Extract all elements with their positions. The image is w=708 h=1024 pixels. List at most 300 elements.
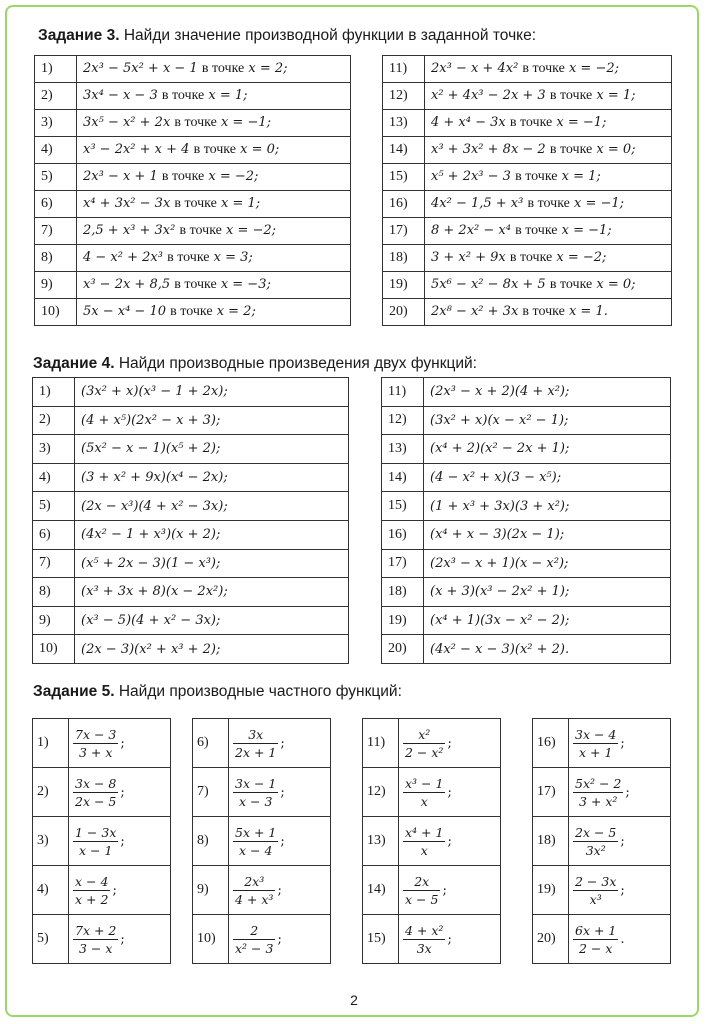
task-number: 15) [382, 492, 424, 521]
function-expression: x³ − 2x² + x + 4 [83, 142, 190, 157]
fraction-cell [569, 866, 671, 915]
task-number: 13) [383, 110, 425, 137]
table-row [35, 110, 351, 137]
fraction [403, 727, 445, 760]
table-row [33, 768, 171, 817]
table-row [193, 915, 331, 964]
task5-heading [33, 683, 402, 701]
table-row [35, 164, 351, 191]
point-word: в точке [161, 169, 205, 184]
fraction [233, 923, 275, 956]
fraction-numerator: 2 [233, 923, 275, 940]
table-row [33, 606, 349, 635]
fraction-numerator: x² [403, 727, 445, 744]
function-expression: 3x⁵ − x² + 2x [83, 115, 171, 130]
product-expression: (4x² − 1 + x³)(x + 2); [81, 527, 221, 543]
punctuation: ; [447, 735, 452, 751]
punctuation: ; [277, 931, 282, 947]
task-expression [425, 56, 672, 83]
task-number: 2) [35, 83, 77, 110]
task-number: 3) [33, 817, 69, 866]
fraction-denominator: 3x² [585, 842, 606, 858]
product-expression: (x⁵ + 2x − 3)(1 − x³); [81, 555, 221, 571]
table-row [382, 635, 671, 664]
task-number: 16) [382, 520, 424, 549]
task-expression [77, 110, 351, 137]
table-row [382, 378, 671, 407]
task-expression [425, 191, 672, 218]
product-expression: (3 + x² + 9x)(x⁴ − 2x); [81, 470, 228, 486]
table-row [33, 435, 349, 464]
table-row [383, 110, 672, 137]
function-expression: 2x³ − x + 1 [83, 169, 158, 184]
task-number: 5) [35, 164, 77, 191]
fraction-denominator: x − 5 [405, 891, 439, 907]
fraction-cell [569, 817, 671, 866]
function-expression: x⁴ + 3x² − 3x [83, 196, 171, 211]
point-value: x = 1; [208, 88, 248, 103]
fraction [73, 874, 110, 907]
fraction-denominator: x − 3 [238, 793, 273, 809]
fraction-denominator: 3 − x [78, 940, 113, 956]
product-expression: (4 − x² + x)(3 − x⁵); [430, 470, 562, 486]
punctuation: ; [120, 735, 125, 751]
task-number: 18) [383, 245, 425, 272]
fraction-numerator: 5x² − 2 [575, 775, 622, 791]
table-row [383, 245, 672, 272]
fraction-numerator: 6x + 1 [575, 922, 617, 938]
task-number: 17) [382, 549, 424, 578]
table-row [533, 866, 671, 915]
task-number: 1) [35, 56, 77, 83]
task-expression [424, 578, 671, 607]
function-expression: 4 + x⁴ − 3x [431, 115, 506, 130]
fraction [233, 776, 278, 809]
table-row [382, 435, 671, 464]
task-number: 1) [33, 719, 69, 768]
task-number: 10) [193, 915, 229, 964]
function-expression: 5x⁶ − x² − 8x + 5 [431, 277, 546, 292]
task-expression [77, 56, 351, 83]
punctuation: ; [625, 784, 630, 800]
product-expression: (1 + x³ + 3x)(3 + x²); [430, 498, 570, 514]
task3-right-table [382, 55, 672, 326]
point-value: x = 1; [596, 88, 636, 103]
table-row [33, 635, 349, 664]
function-expression: 4 − x² + 2x³ [83, 250, 163, 265]
task3-left-table [34, 55, 351, 326]
task-expression [424, 606, 671, 635]
fraction-cell [69, 866, 171, 915]
fraction [573, 923, 618, 956]
punctuation: ; [447, 784, 452, 800]
task-number: 14) [383, 137, 425, 164]
fraction [233, 727, 278, 760]
fraction-denominator: 2 − x² [405, 744, 444, 760]
table-row [382, 406, 671, 435]
point-word: в точке [174, 196, 217, 211]
task-number: 12) [363, 768, 399, 817]
task-expression [75, 635, 349, 664]
product-expression: (5x² − x − 1)(x⁵ + 2); [81, 441, 221, 457]
task-expression [77, 164, 351, 191]
task-number: 5) [33, 492, 75, 521]
table-row [33, 549, 349, 578]
task-number: 11) [382, 378, 424, 407]
product-expression: (2x − 3)(x² + x³ + 2); [81, 641, 221, 657]
point-word: в точке [515, 223, 558, 238]
task-number: 10) [35, 299, 77, 326]
table-row [193, 817, 331, 866]
fraction-cell [399, 768, 501, 817]
fraction-cell [229, 768, 331, 817]
table-row [193, 719, 331, 768]
task-number: 16) [533, 719, 569, 768]
table-row [382, 492, 671, 521]
task5-text: Найди производные частного функций: [118, 683, 402, 700]
table-row [35, 137, 351, 164]
punctuation: ; [280, 784, 285, 800]
punctuation: ; [277, 882, 282, 898]
task-number: 20) [383, 299, 425, 326]
task-number: 17) [383, 218, 425, 245]
table-row [33, 492, 349, 521]
fraction [73, 776, 118, 809]
task-number: 12) [382, 406, 424, 435]
task-expression [75, 406, 349, 435]
table-row [363, 719, 501, 768]
task5-label: Задание 5. [33, 683, 115, 700]
table-row [363, 817, 501, 866]
function-expression: 3 + x² + 9x [431, 250, 506, 265]
fraction-numerator: 3x − 8 [75, 775, 117, 791]
task-number: 9) [35, 272, 77, 299]
task-expression [425, 110, 672, 137]
task-number: 4) [35, 137, 77, 164]
task-expression [75, 492, 349, 521]
fraction-denominator: 3x [416, 940, 432, 956]
fraction [403, 874, 440, 907]
function-expression: 5x − x⁴ − 10 [83, 304, 167, 319]
function-expression: 2,5 + x³ + 3x² [83, 223, 176, 238]
punctuation: ; [280, 735, 285, 751]
task-number: 8) [33, 578, 75, 607]
punctuation: ; [280, 833, 285, 849]
table-row [533, 817, 671, 866]
fraction [403, 776, 445, 809]
point-value: x = −2; [568, 61, 619, 76]
table-row [35, 83, 351, 110]
fraction-numerator: 7x − 3 [75, 726, 117, 742]
punctuation: . [620, 931, 625, 947]
task-number: 6) [193, 719, 229, 768]
fraction [573, 727, 618, 760]
punctuation: ; [447, 931, 452, 947]
task-number: 3) [33, 435, 75, 464]
fraction-numerator: 2x³ [233, 874, 275, 891]
task-number: 14) [363, 866, 399, 915]
task-expression [75, 549, 349, 578]
fraction-cell [229, 866, 331, 915]
fraction-cell [69, 768, 171, 817]
table-row [533, 719, 671, 768]
task-expression [425, 245, 672, 272]
punctuation: ; [620, 735, 625, 751]
task-expression [424, 635, 671, 664]
fraction [233, 825, 278, 858]
task-expression [425, 299, 672, 326]
fraction-denominator: 4 + x³ [235, 891, 274, 907]
fraction-denominator: 2x − 5 [75, 793, 117, 809]
punctuation: ; [442, 882, 447, 898]
task-expression [75, 606, 349, 635]
fraction-cell [569, 915, 671, 964]
task-expression [424, 406, 671, 435]
table-row [35, 191, 351, 218]
fraction-cell [399, 817, 501, 866]
point-value: x = 0; [596, 142, 636, 157]
task-expression [75, 578, 349, 607]
point-value: x = −1; [561, 223, 612, 238]
table-row [382, 606, 671, 635]
table-row [383, 164, 672, 191]
point-word: в точке [201, 61, 245, 76]
point-word: в точке [527, 196, 570, 211]
point-value: x = −2; [556, 250, 607, 265]
task-expression [77, 218, 351, 245]
fraction-cell [229, 915, 331, 964]
point-word: в точке [549, 142, 593, 157]
point-word: в точке [167, 250, 210, 265]
point-value: x = −2; [226, 223, 277, 238]
task-expression [75, 520, 349, 549]
table-row [35, 299, 351, 326]
task-number: 13) [363, 817, 399, 866]
point-value: x = 3; [213, 250, 253, 265]
task-expression [424, 378, 671, 407]
product-expression: (4x² − x − 3)(x² + 2). [430, 641, 570, 657]
table-row [382, 578, 671, 607]
task-number: 4) [33, 463, 75, 492]
task-expression [424, 463, 671, 492]
table-row [363, 768, 501, 817]
punctuation: ; [112, 882, 117, 898]
point-value: x = 0; [240, 142, 280, 157]
product-expression: (x⁴ + x − 3)(2x − 1); [430, 527, 565, 543]
task-number: 7) [35, 218, 77, 245]
table-row [33, 378, 349, 407]
fraction-numerator: x³ − 1 [405, 775, 444, 791]
fraction-numerator: 3x − 4 [575, 726, 617, 742]
point-word: в точке [161, 88, 205, 103]
task-expression [77, 299, 351, 326]
fraction-cell [569, 719, 671, 768]
function-expression: 8 + 2x² − x⁴ [431, 223, 511, 238]
fraction-cell [69, 817, 171, 866]
task3-text: Найди значение производной функции в заданной точке: [123, 27, 537, 44]
punctuation: ; [447, 833, 452, 849]
fraction [573, 825, 618, 858]
task-number: 9) [33, 606, 75, 635]
task4-right-table [381, 377, 671, 664]
table-row [383, 272, 672, 299]
task-expression [425, 83, 672, 110]
fraction-numerator: 3x − 1 [235, 775, 277, 791]
product-expression: (2x − x³)(4 + x² − 3x); [81, 498, 228, 514]
table-row [363, 915, 501, 964]
task-expression [424, 520, 671, 549]
task-number: 19) [382, 606, 424, 635]
function-expression: 2x³ − 5x² + x − 1 [83, 61, 198, 76]
task-number: 13) [382, 435, 424, 464]
fraction-cell [399, 866, 501, 915]
product-expression: (x⁴ + 2)(x² − 2x + 1); [430, 441, 570, 457]
table-row [193, 768, 331, 817]
table-row [383, 83, 672, 110]
fraction-numerator: 2 − 3x [575, 873, 617, 889]
table-row [382, 463, 671, 492]
task-number: 2) [33, 406, 75, 435]
point-value: x = 1; [220, 196, 261, 211]
point-word: в точке [174, 277, 217, 292]
table-row [383, 56, 672, 83]
table-row [33, 578, 349, 607]
table-row [383, 299, 672, 326]
task5-col4-table [532, 718, 671, 964]
punctuation: ; [120, 784, 125, 800]
task-expression [75, 378, 349, 407]
task4-label: Задание 4. [33, 355, 115, 372]
table-row [33, 719, 171, 768]
point-value: x = 0; [596, 277, 636, 292]
fraction-numerator: 3x [233, 727, 278, 744]
task-number: 7) [33, 549, 75, 578]
point-word: в точке [522, 304, 565, 319]
function-expression: 2x³ − x + 4x² [431, 61, 519, 76]
task-number: 19) [383, 272, 425, 299]
function-expression: x³ − 2x + 8,5 [83, 277, 171, 292]
point-word: в точке [509, 250, 553, 265]
task4-left-table [32, 377, 349, 664]
task-number: 18) [533, 817, 569, 866]
task-number: 5) [33, 915, 69, 964]
punctuation: ; [620, 833, 625, 849]
point-value: x = 2; [248, 61, 288, 76]
point-word: в точке [179, 223, 222, 238]
task-number: 8) [193, 817, 229, 866]
point-value: x = 2; [216, 304, 256, 319]
point-word: в точке [522, 61, 565, 76]
task-number: 15) [363, 915, 399, 964]
fraction-denominator: 2x + 1 [235, 744, 277, 760]
point-word: в точке [174, 115, 217, 130]
table-row [193, 866, 331, 915]
product-expression: (3x² + x)(x − x² − 1); [430, 412, 569, 428]
fraction [403, 923, 445, 956]
task-number: 20) [533, 915, 569, 964]
fraction-cell [69, 915, 171, 964]
fraction-denominator: 3 + x² [578, 793, 618, 809]
fraction-cell [399, 915, 501, 964]
fraction [573, 776, 623, 809]
task4-heading [33, 355, 477, 373]
fraction [73, 923, 118, 956]
punctuation: ; [620, 882, 625, 898]
point-word: в точке [509, 115, 553, 130]
table-row [533, 768, 671, 817]
table-row [35, 272, 351, 299]
product-expression: (3x² + x)(x³ − 1 + 2x); [81, 384, 228, 400]
table-row [533, 915, 671, 964]
table-row [33, 406, 349, 435]
task-expression [425, 137, 672, 164]
page-number: 2 [350, 992, 358, 1008]
function-expression: 2x⁸ − x² + 3x [431, 304, 519, 319]
task-number: 11) [383, 56, 425, 83]
task-number: 6) [33, 520, 75, 549]
product-expression: (2x³ − x + 1)(x − x²); [430, 555, 569, 571]
fraction-denominator: x [420, 842, 428, 858]
fraction-cell [69, 719, 171, 768]
task-number: 15) [383, 164, 425, 191]
table-row [383, 191, 672, 218]
function-expression: x² + 4x³ − 2x + 3 [431, 88, 546, 103]
point-value: x = −1; [574, 196, 625, 211]
product-expression: (x³ − 5)(4 + x² − 3x); [81, 613, 221, 629]
fraction-cell [569, 768, 671, 817]
point-word: в точке [549, 88, 593, 103]
punctuation: ; [120, 833, 125, 849]
task-number: 9) [193, 866, 229, 915]
task-number: 20) [382, 635, 424, 664]
task-number: 17) [533, 768, 569, 817]
fraction-numerator: 4 + x² [405, 922, 444, 938]
task-expression [77, 245, 351, 272]
fraction [403, 825, 445, 858]
fraction-denominator: x + 2 [75, 891, 109, 907]
task-number: 4) [33, 866, 69, 915]
task-expression [425, 272, 672, 299]
product-expression: (2x³ − x + 2)(4 + x²); [430, 384, 570, 400]
fraction-denominator: x + 1 [578, 744, 613, 760]
fraction [73, 825, 118, 858]
table-row [35, 56, 351, 83]
fraction-denominator: x − 4 [238, 842, 273, 858]
task-expression [425, 164, 672, 191]
task-expression [75, 463, 349, 492]
fraction-denominator: 2 − x [578, 940, 613, 956]
task-number: 3) [35, 110, 77, 137]
point-value: x = −2; [208, 169, 259, 184]
task3-label: Задание 3. [38, 27, 120, 44]
table-row [33, 463, 349, 492]
fraction-cell [399, 719, 501, 768]
task-number: 10) [33, 635, 75, 664]
fraction [573, 874, 618, 907]
product-expression: (4 + x⁵)(2x² − x + 3); [81, 412, 221, 428]
fraction-numerator: 5x + 1 [235, 824, 277, 840]
table-row [382, 549, 671, 578]
fraction-cell [229, 817, 331, 866]
task-number: 12) [383, 83, 425, 110]
task-expression [77, 272, 351, 299]
fraction-numerator: 1 − 3x [75, 824, 117, 840]
table-row [33, 520, 349, 549]
task4-text: Найди производные произведения двух функций: [118, 355, 477, 372]
fraction-denominator: x [420, 793, 428, 809]
table-row [383, 218, 672, 245]
task-expression [424, 492, 671, 521]
